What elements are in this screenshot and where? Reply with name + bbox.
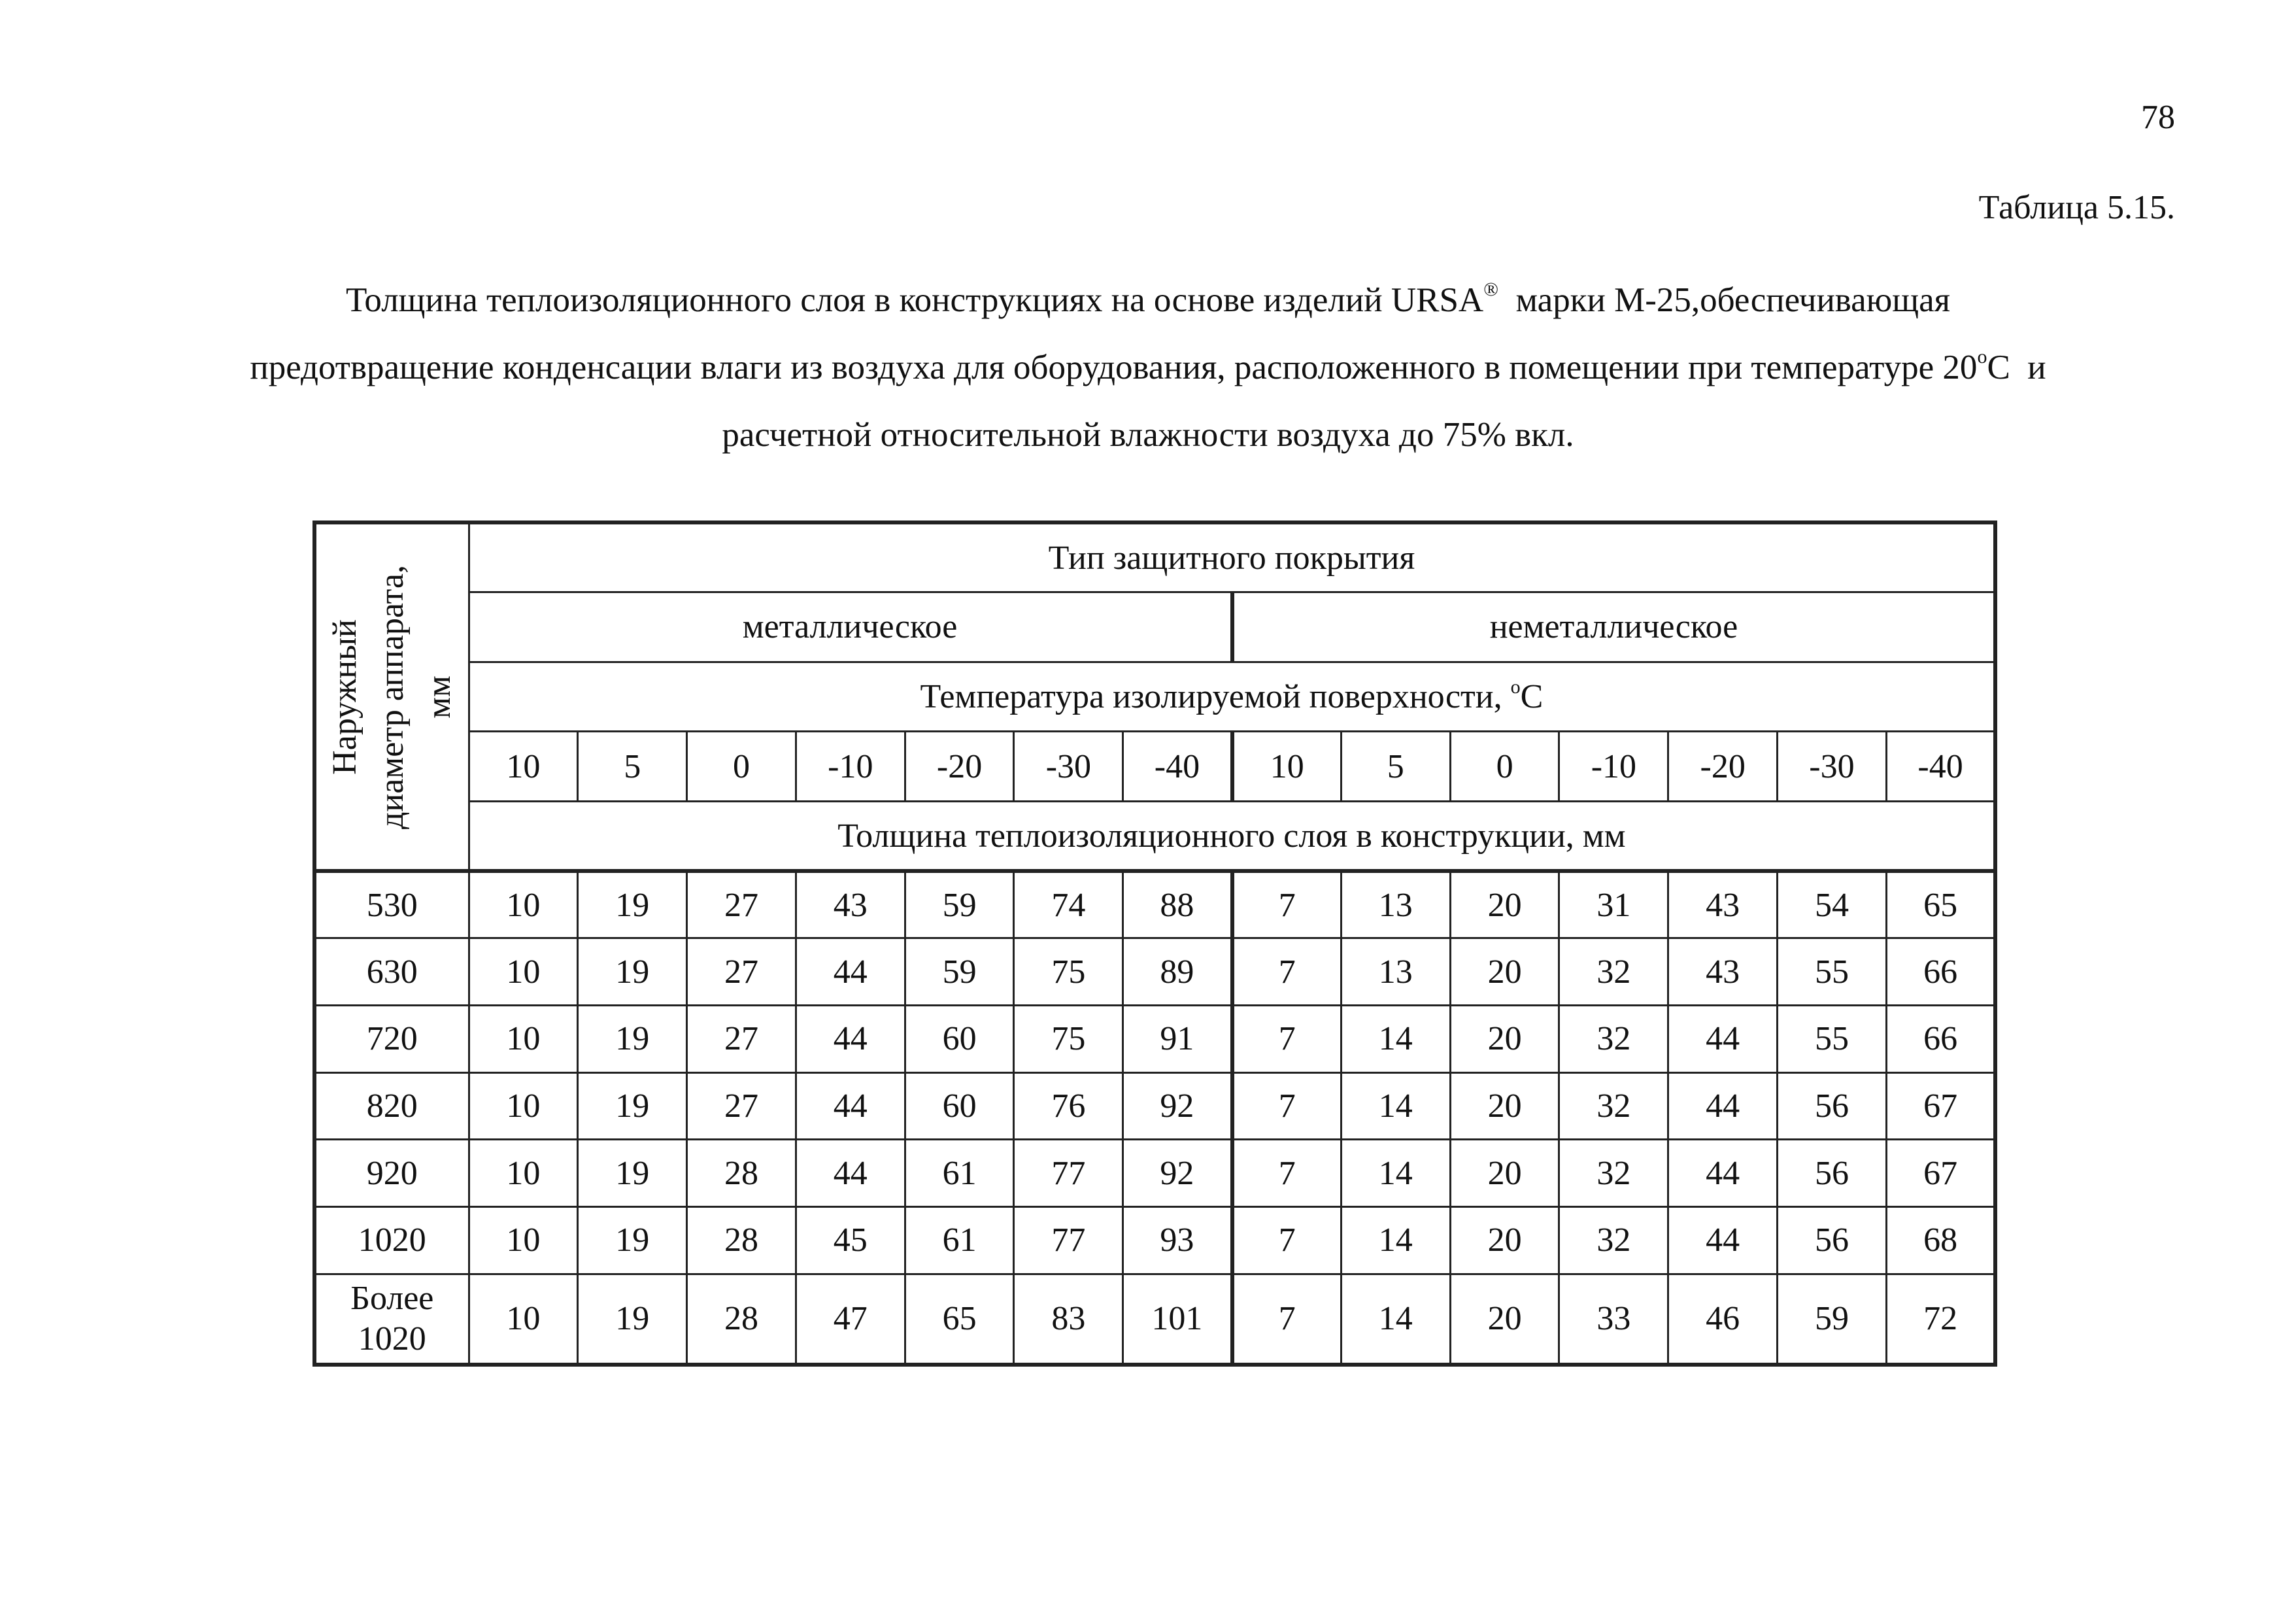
thickness-cell: 10: [469, 938, 578, 1006]
registered-mark: ®: [1483, 279, 1498, 300]
header-row-temperature: [314, 662, 1995, 732]
table-row: [314, 871, 1995, 938]
temperature-value-cell: 10: [1232, 732, 1342, 802]
thickness-cell: 44: [796, 938, 905, 1006]
thickness-cell: 88: [1123, 871, 1232, 938]
thickness-cell: 92: [1123, 1072, 1232, 1140]
thickness-cell: 66: [1886, 1006, 1995, 1073]
temperature-value-cell: 5: [1341, 732, 1450, 802]
thickness-cell: 20: [1450, 1072, 1559, 1140]
diameter-cell: [314, 1274, 469, 1365]
temperature-value-cell: -40: [1123, 732, 1232, 802]
thickness-cell: 44: [1668, 1140, 1778, 1207]
caption-line-1: [98, 267, 2198, 334]
thickness-cell: 14: [1341, 1274, 1450, 1365]
thickness-cell: 59: [905, 938, 1014, 1006]
header-row-thickness: [314, 802, 1995, 872]
thickness-cell: 44: [796, 1140, 905, 1207]
temperature-value-cell: 0: [687, 732, 796, 802]
thickness-cell: 74: [1014, 871, 1123, 938]
thickness-cell: 68: [1886, 1206, 1995, 1274]
coating-nonmetal-header: неметаллическое: [1232, 592, 1996, 662]
thickness-cell: 10: [469, 1006, 578, 1073]
temperature-value-cell: 0: [1450, 732, 1559, 802]
thickness-cell: 28: [687, 1206, 796, 1274]
thickness-cell: 27: [687, 1006, 796, 1073]
table-row: [314, 938, 1995, 1006]
thickness-cell: 7: [1232, 1206, 1342, 1274]
thickness-cell: 56: [1778, 1072, 1887, 1140]
thickness-cell: 7: [1232, 1274, 1342, 1365]
thickness-cell: 67: [1886, 1072, 1995, 1140]
thickness-cell: 10: [469, 1274, 578, 1365]
diameter-label-line: Более: [350, 1279, 434, 1317]
temperature-value-cell: 10: [469, 732, 578, 802]
thickness-cell: 47: [796, 1274, 905, 1365]
thickness-cell: 55: [1778, 938, 1887, 1006]
diameter-cell: 720: [314, 1006, 469, 1073]
temperature-unit: С: [1520, 678, 1544, 716]
thickness-cell: 7: [1232, 938, 1342, 1006]
thickness-cell: 7: [1232, 1140, 1342, 1207]
table-caption: [98, 267, 2198, 469]
temperature-value-cell: -30: [1014, 732, 1123, 802]
coating-type-header: Тип защитного покрытия: [469, 522, 1995, 592]
thickness-cell: 33: [1559, 1274, 1668, 1365]
thickness-cell: 19: [578, 1072, 687, 1140]
degree-mark: o: [1977, 346, 1987, 367]
thickness-cell: 65: [905, 1274, 1014, 1365]
thickness-cell: 14: [1341, 1140, 1450, 1207]
diameter-header-cell: [314, 522, 469, 871]
thickness-cell: 19: [578, 1006, 687, 1073]
caption-text: С и: [1987, 349, 2046, 386]
thickness-cell: 76: [1014, 1072, 1123, 1140]
thickness-cell: 32: [1559, 1006, 1668, 1073]
thickness-cell: 32: [1559, 1206, 1668, 1274]
thickness-cell: 27: [687, 938, 796, 1006]
thickness-cell: 44: [1668, 1072, 1778, 1140]
thickness-header: Толщина теплоизоляционного слоя в конструкции, мм: [469, 802, 1995, 872]
thickness-cell: 61: [905, 1140, 1014, 1207]
caption-text: марки М-25,обеспечивающая: [1498, 281, 1950, 319]
diameter-header-line: Наружный: [326, 619, 363, 775]
thickness-cell: 20: [1450, 938, 1559, 1006]
thickness-cell: 14: [1341, 1072, 1450, 1140]
thickness-cell: 59: [905, 871, 1014, 938]
thickness-cell: 44: [796, 1072, 905, 1140]
thickness-cell: 44: [796, 1006, 905, 1073]
insulation-thickness-table: [312, 520, 1997, 1367]
thickness-cell: 20: [1450, 871, 1559, 938]
table-row: [314, 1006, 1995, 1073]
thickness-cell: 83: [1014, 1274, 1123, 1365]
thickness-cell: 14: [1341, 1206, 1450, 1274]
thickness-cell: 60: [905, 1006, 1014, 1073]
thickness-cell: 77: [1014, 1140, 1123, 1207]
thickness-cell: 19: [578, 1206, 687, 1274]
thickness-cell: 7: [1232, 871, 1342, 938]
diameter-cell: 530: [314, 871, 469, 938]
thickness-cell: 54: [1778, 871, 1887, 938]
diameter-cell: 820: [314, 1072, 469, 1140]
thickness-cell: 7: [1232, 1006, 1342, 1073]
diameter-cell: 1020: [314, 1206, 469, 1274]
temperature-header: [469, 662, 1995, 732]
thickness-cell: 19: [578, 1274, 687, 1365]
temperature-value-cell: -20: [1668, 732, 1778, 802]
thickness-cell: 61: [905, 1206, 1014, 1274]
caption-line-2: [98, 334, 2198, 401]
thickness-cell: 92: [1123, 1140, 1232, 1207]
thickness-cell: 65: [1886, 871, 1995, 938]
thickness-cell: 32: [1559, 1140, 1668, 1207]
thickness-cell: 13: [1341, 871, 1450, 938]
temperature-value-cell: -40: [1886, 732, 1995, 802]
thickness-cell: 43: [1668, 871, 1778, 938]
caption-line-3: расчетной относительной влажности воздуха до 75% вкл.: [722, 416, 1574, 454]
temperature-value-cell: -10: [1559, 732, 1668, 802]
page-number: 78: [2141, 99, 2175, 136]
table-label: Таблица 5.15.: [1978, 189, 2175, 226]
table-row: [314, 1206, 1995, 1274]
caption-text: предотвращение конденсации влаги из воздуха для оборудования, расположенного в помещении при температуре 20: [250, 349, 1978, 386]
thickness-cell: 101: [1123, 1274, 1232, 1365]
thickness-cell: 19: [578, 871, 687, 938]
thickness-cell: 10: [469, 871, 578, 938]
thickness-cell: 20: [1450, 1274, 1559, 1365]
thickness-cell: 28: [687, 1274, 796, 1365]
thickness-cell: 60: [905, 1072, 1014, 1140]
thickness-cell: 13: [1341, 938, 1450, 1006]
thickness-cell: 55: [1778, 1006, 1887, 1073]
diameter-header: [322, 534, 463, 861]
thickness-cell: 44: [1668, 1006, 1778, 1073]
thickness-cell: 91: [1123, 1006, 1232, 1073]
thickness-cell: 14: [1341, 1006, 1450, 1073]
thickness-cell: 32: [1559, 938, 1668, 1006]
diameter-header-line: мм: [420, 675, 458, 719]
thickness-cell: 19: [578, 1140, 687, 1207]
caption-text: Толщина теплоизоляционного слоя в конструкциях на основе изделий URSA: [346, 281, 1484, 319]
degree-mark: o: [1510, 676, 1521, 698]
diameter-cell: 920: [314, 1140, 469, 1207]
thickness-cell: 89: [1123, 938, 1232, 1006]
table-row: [314, 1072, 1995, 1140]
thickness-cell: 20: [1450, 1206, 1559, 1274]
thickness-cell: 7: [1232, 1072, 1342, 1140]
thickness-cell: 10: [469, 1206, 578, 1274]
thickness-cell: 28: [687, 1140, 796, 1207]
temperature-header-text: Температура изолируемой поверхности,: [920, 678, 1511, 716]
diameter-label-line: 1020: [358, 1320, 426, 1357]
thickness-cell: 10: [469, 1072, 578, 1140]
thickness-cell: 77: [1014, 1206, 1123, 1274]
thickness-cell: 19: [578, 938, 687, 1006]
coating-metal-header: металлическое: [469, 592, 1232, 662]
thickness-cell: 43: [1668, 938, 1778, 1006]
thickness-cell: 75: [1014, 938, 1123, 1006]
thickness-cell: 93: [1123, 1206, 1232, 1274]
header-row-coating: [314, 522, 1995, 592]
thickness-cell: 67: [1886, 1140, 1995, 1207]
table-body: [314, 871, 1995, 1365]
thickness-cell: 32: [1559, 1072, 1668, 1140]
thickness-cell: 44: [1668, 1206, 1778, 1274]
temperature-value-cell: -30: [1778, 732, 1887, 802]
header-row-coating-kinds: [314, 592, 1995, 662]
thickness-cell: 46: [1668, 1274, 1778, 1365]
thickness-cell: 31: [1559, 871, 1668, 938]
thickness-cell: 45: [796, 1206, 905, 1274]
temperature-value-cell: -10: [796, 732, 905, 802]
diameter-header-line: диаметр аппарата,: [373, 564, 411, 829]
temperature-value-cell: -20: [905, 732, 1014, 802]
temperature-value-cell: 5: [578, 732, 687, 802]
thickness-cell: 59: [1778, 1274, 1887, 1365]
thickness-cell: 20: [1450, 1140, 1559, 1207]
thickness-cell: 56: [1778, 1140, 1887, 1207]
thickness-cell: 20: [1450, 1006, 1559, 1073]
thickness-cell: 56: [1778, 1206, 1887, 1274]
thickness-cell: 27: [687, 871, 796, 938]
header-row-temperature-values: [314, 732, 1995, 802]
table-row: [314, 1140, 1995, 1207]
thickness-cell: 75: [1014, 1006, 1123, 1073]
thickness-cell: 72: [1886, 1274, 1995, 1365]
table-row: [314, 1274, 1995, 1365]
thickness-cell: 43: [796, 871, 905, 938]
diameter-cell: 630: [314, 938, 469, 1006]
thickness-cell: 66: [1886, 938, 1995, 1006]
thickness-cell: 10: [469, 1140, 578, 1207]
thickness-cell: 27: [687, 1072, 796, 1140]
